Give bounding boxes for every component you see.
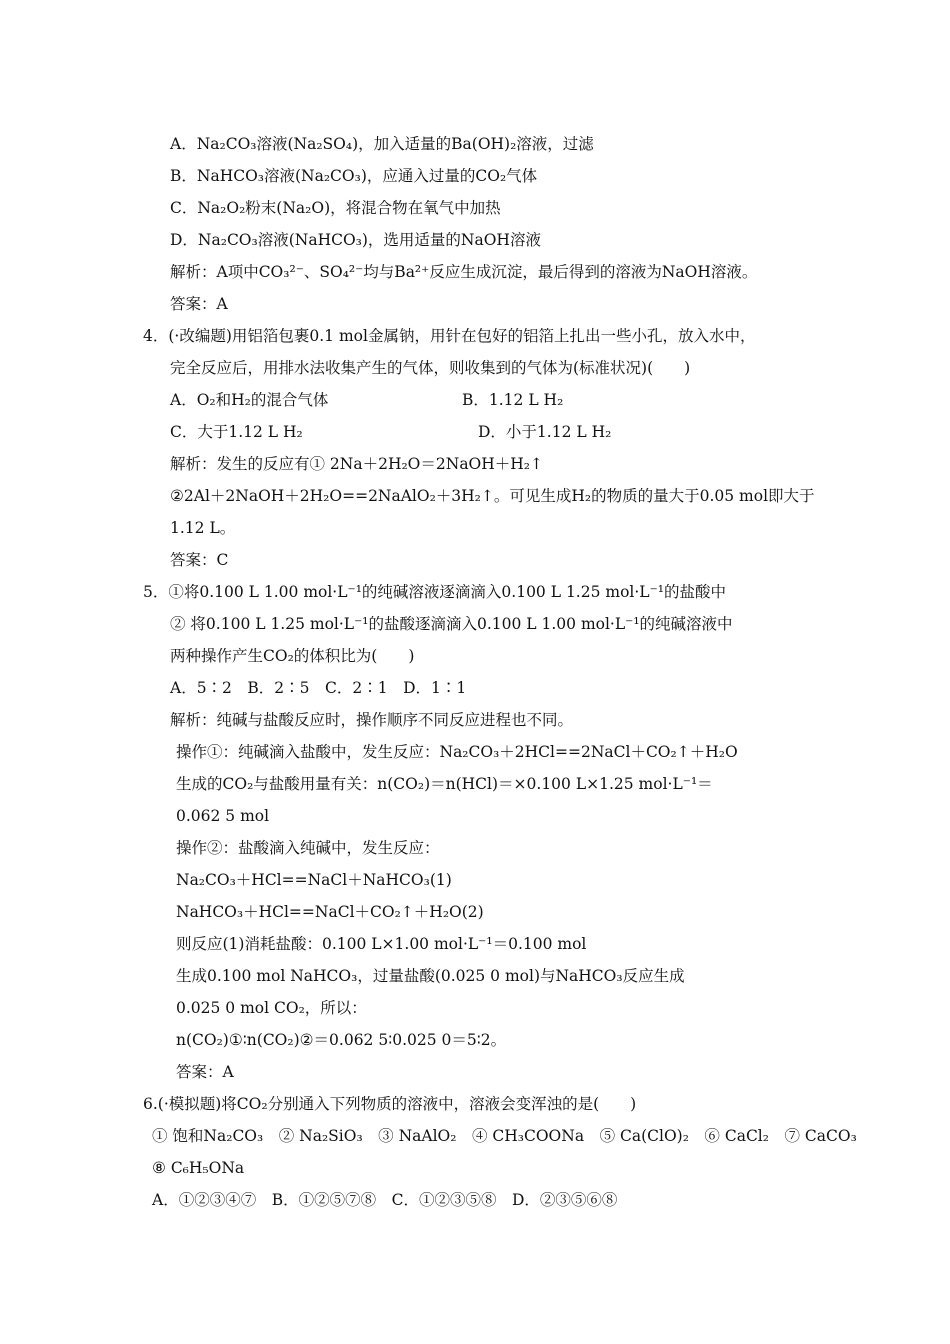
q5-answer: 答案：A bbox=[176, 1063, 234, 1081]
q5-analysis-line7: 生成0.100 mol NaHCO₃，过量盐酸(0.025 0 mol)与NaHCO₃反应生成 bbox=[176, 967, 685, 985]
q5-analysis-line3: 生成的CO₂与盐酸用量有关：n(CO₂)＝n(HCl)＝×0.100 L×1.25 mol·L⁻¹＝ bbox=[176, 775, 713, 793]
q6-items-line1: ① 饱和Na₂CO₃ ② Na₂SiO₃ ③ NaAlO₂ ④ CH₃COONa ⑤ Ca(ClO)₂ ⑥ CaCl₂ ⑦ CaCO₃ bbox=[152, 1127, 857, 1145]
q5-analysis-line4: 0.062 5 mol bbox=[176, 807, 270, 825]
q6-stem: 6.(·模拟题)将CO₂分别通入下列物质的溶液中，溶液会变浑浊的是( ) bbox=[143, 1095, 637, 1113]
q4-option-c: C．大于1.12 L H₂ bbox=[170, 423, 303, 441]
q5-analysis-line2: 操作①：纯碱滴入盐酸中，发生反应：Na₂CO₃＋2HCl==2NaCl＋CO₂↑＋H₂O bbox=[176, 743, 738, 761]
q3-option-d: D．Na₂CO₃溶液(NaHCO₃)，选用适量的NaOH溶液 bbox=[170, 231, 541, 249]
q3-option-c: C．Na₂O₂粉末(Na₂O)，将混合物在氧气中加热 bbox=[170, 199, 501, 217]
q4-option-b: B．1.12 L H₂ bbox=[462, 391, 564, 409]
q3-analysis: 解析：A项中CO₃²⁻、SO₄²⁻均与Ba²⁺反应生成沉淀，最后得到的溶液为NaOH溶液。 bbox=[170, 263, 758, 281]
q4-stem-line1: 4．(·改编题)用铝箔包裹0.1 mol金属钠，用针在包好的铝箔上扎出一些小孔，放入水中， bbox=[143, 327, 756, 345]
q5-stem-line1: 5．①将0.100 L 1.00 mol·L⁻¹的纯碱溶液逐滴滴入0.100 L 1.25 mol·L⁻¹的盐酸中 bbox=[143, 583, 726, 601]
q6-options: A．①②③④⑦ B．①②⑤⑦⑧ C．①②③⑤⑧ D．②③⑤⑥⑧ bbox=[152, 1191, 618, 1209]
q4-option-d: D．小于1.12 L H₂ bbox=[478, 423, 612, 441]
q5-equation-2: NaHCO₃＋HCl==NaCl＋CO₂↑＋H₂O(2) bbox=[176, 903, 484, 921]
q5-stem-line2: ② 将0.100 L 1.25 mol·L⁻¹的盐酸逐滴滴入0.100 L 1.00 mol·L⁻¹的纯碱溶液中 bbox=[170, 615, 733, 633]
q5-analysis-line1: 解析：纯碱与盐酸反应时，操作顺序不同反应进程也不同。 bbox=[170, 711, 574, 729]
q4-option-a: A．O₂和H₂的混合气体 bbox=[170, 391, 329, 409]
q4-answer: 答案：C bbox=[170, 551, 229, 569]
q3-answer: 答案：A bbox=[170, 295, 228, 313]
q6-items-line2: ⑧ C₆H₅ONa bbox=[152, 1159, 245, 1177]
q4-analysis-line2: ②2Al＋2NaOH＋2H₂O==2NaAlO₂＋3H₂↑。可见生成H₂的物质的量大于0.05 mol即大于 bbox=[170, 487, 815, 505]
q5-equation-1: Na₂CO₃＋HCl==NaCl＋NaHCO₃(1) bbox=[176, 871, 452, 889]
q5-analysis-line9: n(CO₂)①∶n(CO₂)②＝0.062 5∶0.025 0＝5∶2。 bbox=[176, 1031, 507, 1049]
q5-analysis-line6: 则反应(1)消耗盐酸：0.100 L×1.00 mol·L⁻¹＝0.100 mol bbox=[176, 935, 587, 953]
q3-option-b: B．NaHCO₃溶液(Na₂CO₃)，应通入过量的CO₂气体 bbox=[170, 167, 538, 185]
q5-options: A．5∶2 B．2∶5 C．2∶1 D．1∶1 bbox=[170, 679, 467, 697]
q5-analysis-line8: 0.025 0 mol CO₂，所以： bbox=[176, 999, 367, 1017]
q4-stem-line2: 完全反应后，用排水法收集产生的气体，则收集到的气体为(标准状况)( ) bbox=[170, 359, 691, 377]
q5-stem-line3: 两种操作产生CO₂的体积比为( ) bbox=[170, 647, 415, 665]
q4-analysis-line1: 解析：发生的反应有① 2Na＋2H₂O＝2NaOH＋H₂↑ bbox=[170, 455, 543, 473]
q4-analysis-line3: 1.12 L。 bbox=[170, 519, 236, 537]
q3-option-a: A．Na₂CO₃溶液(Na₂SO₄)，加入适量的Ba(OH)₂溶液，过滤 bbox=[170, 135, 594, 153]
q5-analysis-line5: 操作②：盐酸滴入纯碱中，发生反应： bbox=[176, 839, 440, 857]
